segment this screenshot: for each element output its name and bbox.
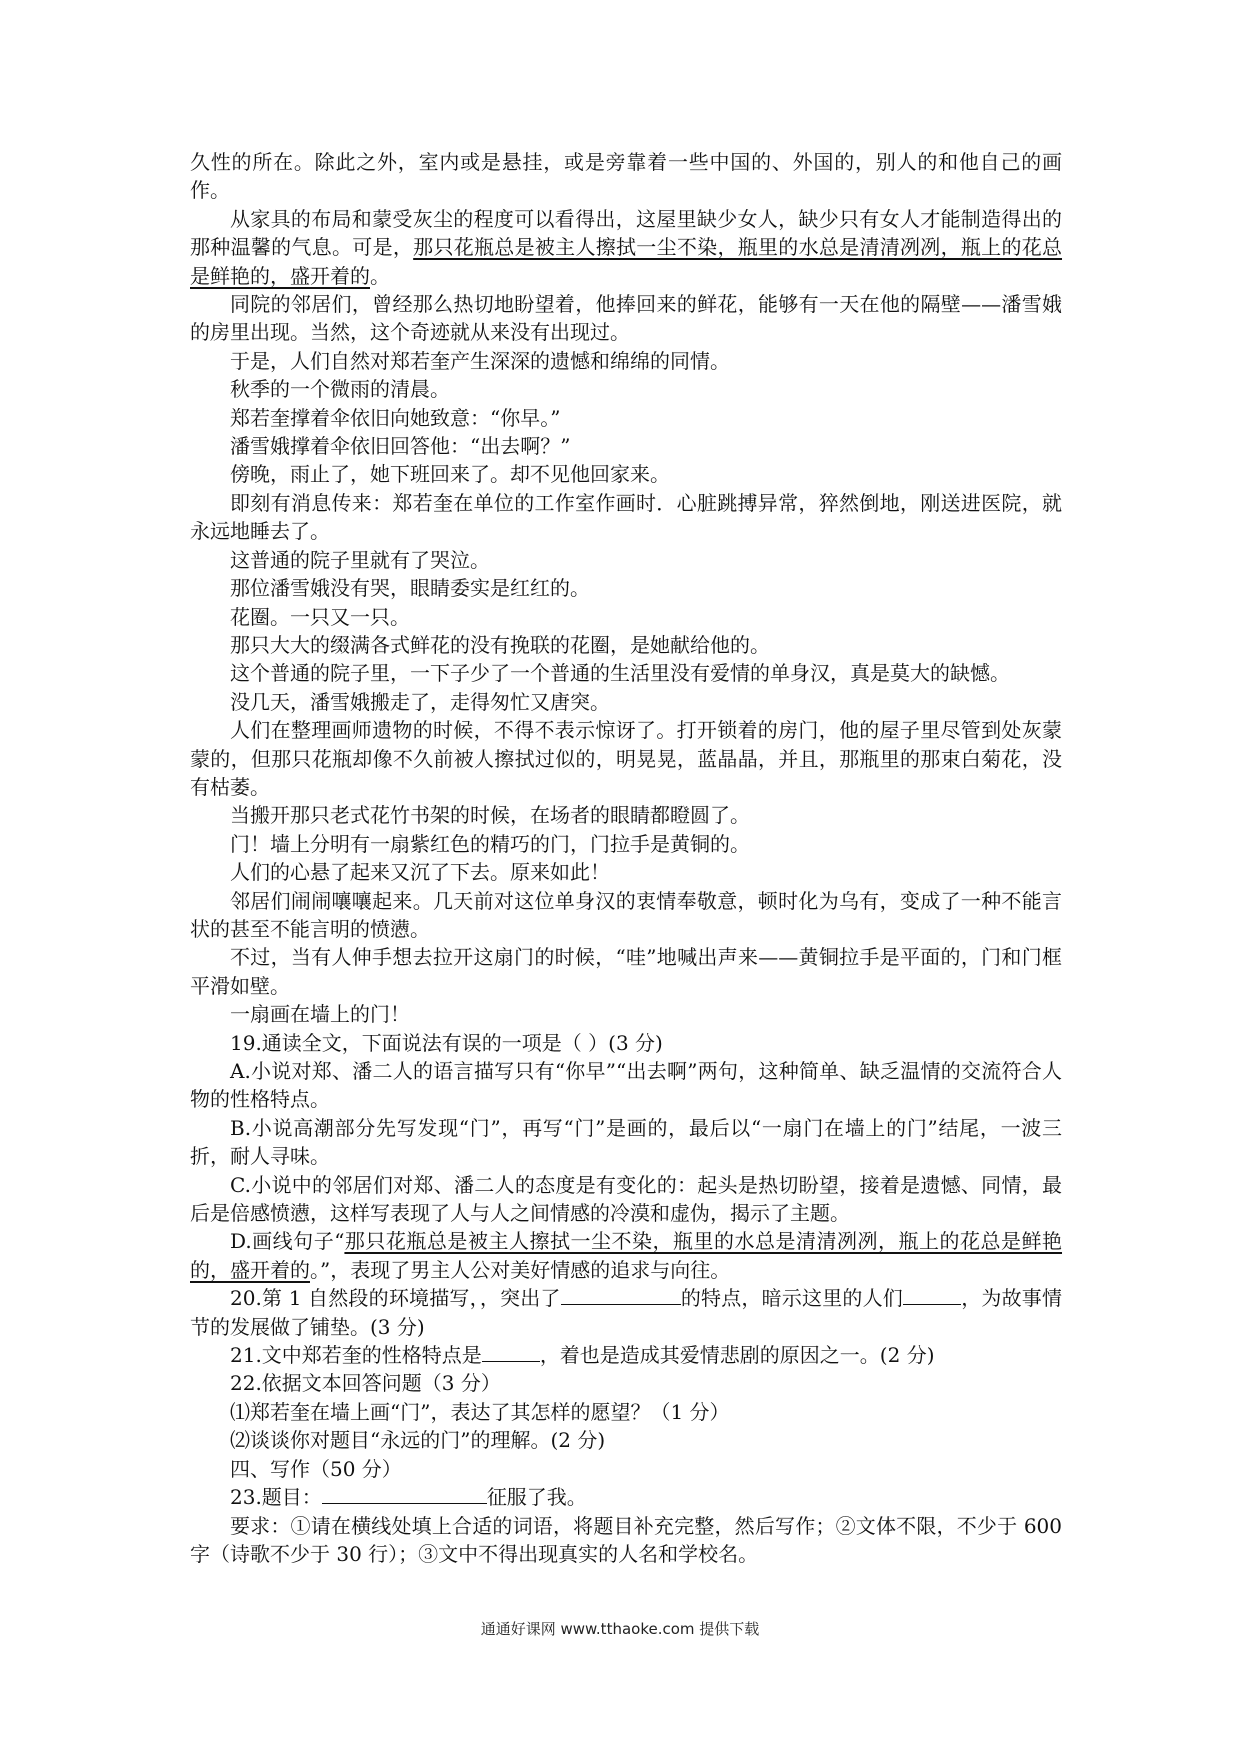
paragraph-text: 从家具的布局和蒙受灰尘的程度可以看得出，这屋里缺少女人，缺少只有女人才能制造得出的那种温馨的气息。可是， [190, 206, 1062, 260]
question-22-part-1: ⑴郑若奎在墙上画“门”，表达了其怎样的愿望？（1 分） [230, 1399, 730, 1424]
story-paragraph: 没几天，潘雪娥搬走了，走得匆忙又唐突。 [230, 689, 610, 714]
option-d [190, 1227, 1062, 1284]
option-text: 。”，表现了男主人公对美好情感的追求与向往。 [310, 1257, 731, 1282]
question-text: ，着也是造成其爱情悲剧的原因之一。(2 分) [539, 1343, 935, 1368]
answer-blank[interactable] [903, 1284, 961, 1305]
question-22: 22.依据文本回答问题（3 分） [230, 1371, 501, 1396]
story-paragraph: 这普通的院子里就有了哭泣。 [230, 547, 490, 572]
underlined-sentence: 那只花瓶总是被主人擦拭一尘不染，瓶里的水总是清清冽冽，瓶上的花总是鲜艳的，盛开着的 [190, 1229, 1063, 1282]
story-paragraph: 人们的心悬了起来又沉了下去。原来如此！ [230, 860, 610, 885]
story-paragraph: 久性的所在。除此之外，室内或是悬挂，或是旁靠着一些中国的、外国的，别人的和他自己的画作。 [190, 150, 1062, 203]
option-a: A.小说对郑、潘二人的语言描写只有“你早”“出去啊”两句，这种简单、缺乏温情的交流符合人物的性格特点。 [190, 1059, 1062, 1112]
story-paragraph: 那只大大的缀满各式鲜花的没有挽联的花圈，是她献给他的。 [230, 632, 770, 657]
question-21 [190, 1341, 1062, 1369]
story-paragraph: 傍晚，雨止了，她下班回来了。却不见他回家来。 [230, 462, 670, 487]
story-paragraph: 同院的邻居们，曾经那么热切地盼望着，他捧回来的鲜花，能够有一天在他的隔壁——潘雪娥的房里出现。当然，这个奇迹就从来没有出现过。 [190, 292, 1062, 345]
story-paragraph: 人们在整理画师遗物的时候，不得不表示惊讶了。打开锁着的房门，他的屋子里尽管到处灰蒙蒙的，但那只花瓶却像不久前被人擦拭过似的，明晃晃，蓝晶晶，并且，那瓶里的那束白菊花，没有枯萎。 [190, 718, 1062, 799]
story-paragraph: 一扇画在墙上的门！ [230, 1002, 410, 1027]
story-paragraph: 郑若奎撑着伞依旧向她致意：“你早。” [230, 405, 561, 430]
question-23 [190, 1483, 1062, 1511]
story-paragraph: 即刻有消息传来：郑若奎在单位的工作室作画时．心脏跳搏异常，猝然倒地，刚送进医院，就永远地睡去了。 [190, 490, 1062, 544]
question-text: 的特点，暗示这里的人们 [680, 1286, 904, 1311]
option-c: C.小说中的邻居们对郑、潘二人的态度是有变化的：起头是热切盼望，接着是遗憾、同情，最后是倍感愤懑，这样写表现了人与人之间情感的冷漠和虚伪，揭示了主题。 [190, 1172, 1062, 1226]
story-paragraph: 潘雪娥撑着伞依旧回答他：“出去啊？” [230, 434, 571, 459]
question-text: 21.文中郑若奎的性格特点是 [230, 1343, 482, 1368]
story-paragraph: 邻居们闹闹嚷嚷起来。几天前对这位单身汉的衷情奉敬意，顿时化为乌有，变成了一种不能言状的甚至不能言明的愤懑。 [190, 888, 1062, 941]
story-paragraph: 当搬开那只老式花竹书架的时候，在场者的眼睛都瞪圆了。 [230, 803, 750, 828]
question-text: ，为故事情节的发展做了铺垫。(3 分) [190, 1286, 1063, 1339]
story-paragraph: 秋季的一个微雨的清晨。 [230, 377, 450, 402]
paragraph-text: 。 [370, 263, 390, 288]
question-22-part-2: ⑵谈谈你对题目“永远的门”的理解。(2 分) [230, 1428, 606, 1453]
answer-blank[interactable] [561, 1284, 681, 1305]
page-footer: 通通好课网 www.tthaoke.com 提供下载 [480, 1620, 760, 1638]
story-paragraph: 那位潘雪娥没有哭，眼睛委实是红红的。 [230, 576, 590, 601]
answer-blank[interactable] [482, 1341, 540, 1362]
section-heading: 四、写作（50 分） [230, 1456, 402, 1481]
question-19: 19.通读全文，下面说法有误的一项是（ ）(3 分) [230, 1030, 663, 1055]
writing-requirements: 要求：①请在横线处填上合适的词语，将题目补充完整，然后写作；②文体不限，不少于 600 字（诗歌不少于 30 行）；③文中不得出现真实的人名和学校名。 [190, 1513, 1062, 1566]
story-paragraph: 门！墙上分明有一扇紫红色的精巧的门，门拉手是黄铜的。 [230, 831, 750, 856]
title-blank[interactable] [322, 1483, 487, 1504]
story-paragraph: 不过，当有人伸手想去拉开这扇门的时候，“哇”地喊出声来——黄铜拉手是平面的，门和门框平滑如壁。 [190, 945, 1062, 998]
story-paragraph [190, 205, 1062, 290]
page-body [190, 148, 1062, 1568]
story-paragraph: 花圈。一只又一只。 [230, 604, 410, 629]
question-text: 20.第 1 自然段的环境描写，，突出了 [230, 1286, 561, 1311]
question-text: 征服了我。 [486, 1485, 587, 1510]
question-text: 23.题目： [230, 1485, 322, 1510]
question-20 [190, 1284, 1062, 1341]
option-b: B.小说高潮部分先写发现“门”，再写“门”是画的，最后以“一扇门在墙上的门”结尾，一波三折，耐人寻味。 [190, 1115, 1062, 1169]
story-paragraph: 于是，人们自然对郑若奎产生深深的遗憾和绵绵的同情。 [230, 348, 730, 373]
underlined-sentence: 那只花瓶总是被主人擦拭一尘不染，瓶里的水总是清清冽冽，瓶上的花总是鲜艳的，盛开着的 [190, 235, 1063, 288]
story-paragraph: 这个普通的院子里，一下子少了一个普通的生活里没有爱情的单身汉，真是莫大的缺憾。 [230, 661, 1010, 686]
option-text: D.画线句子“ [230, 1229, 345, 1254]
